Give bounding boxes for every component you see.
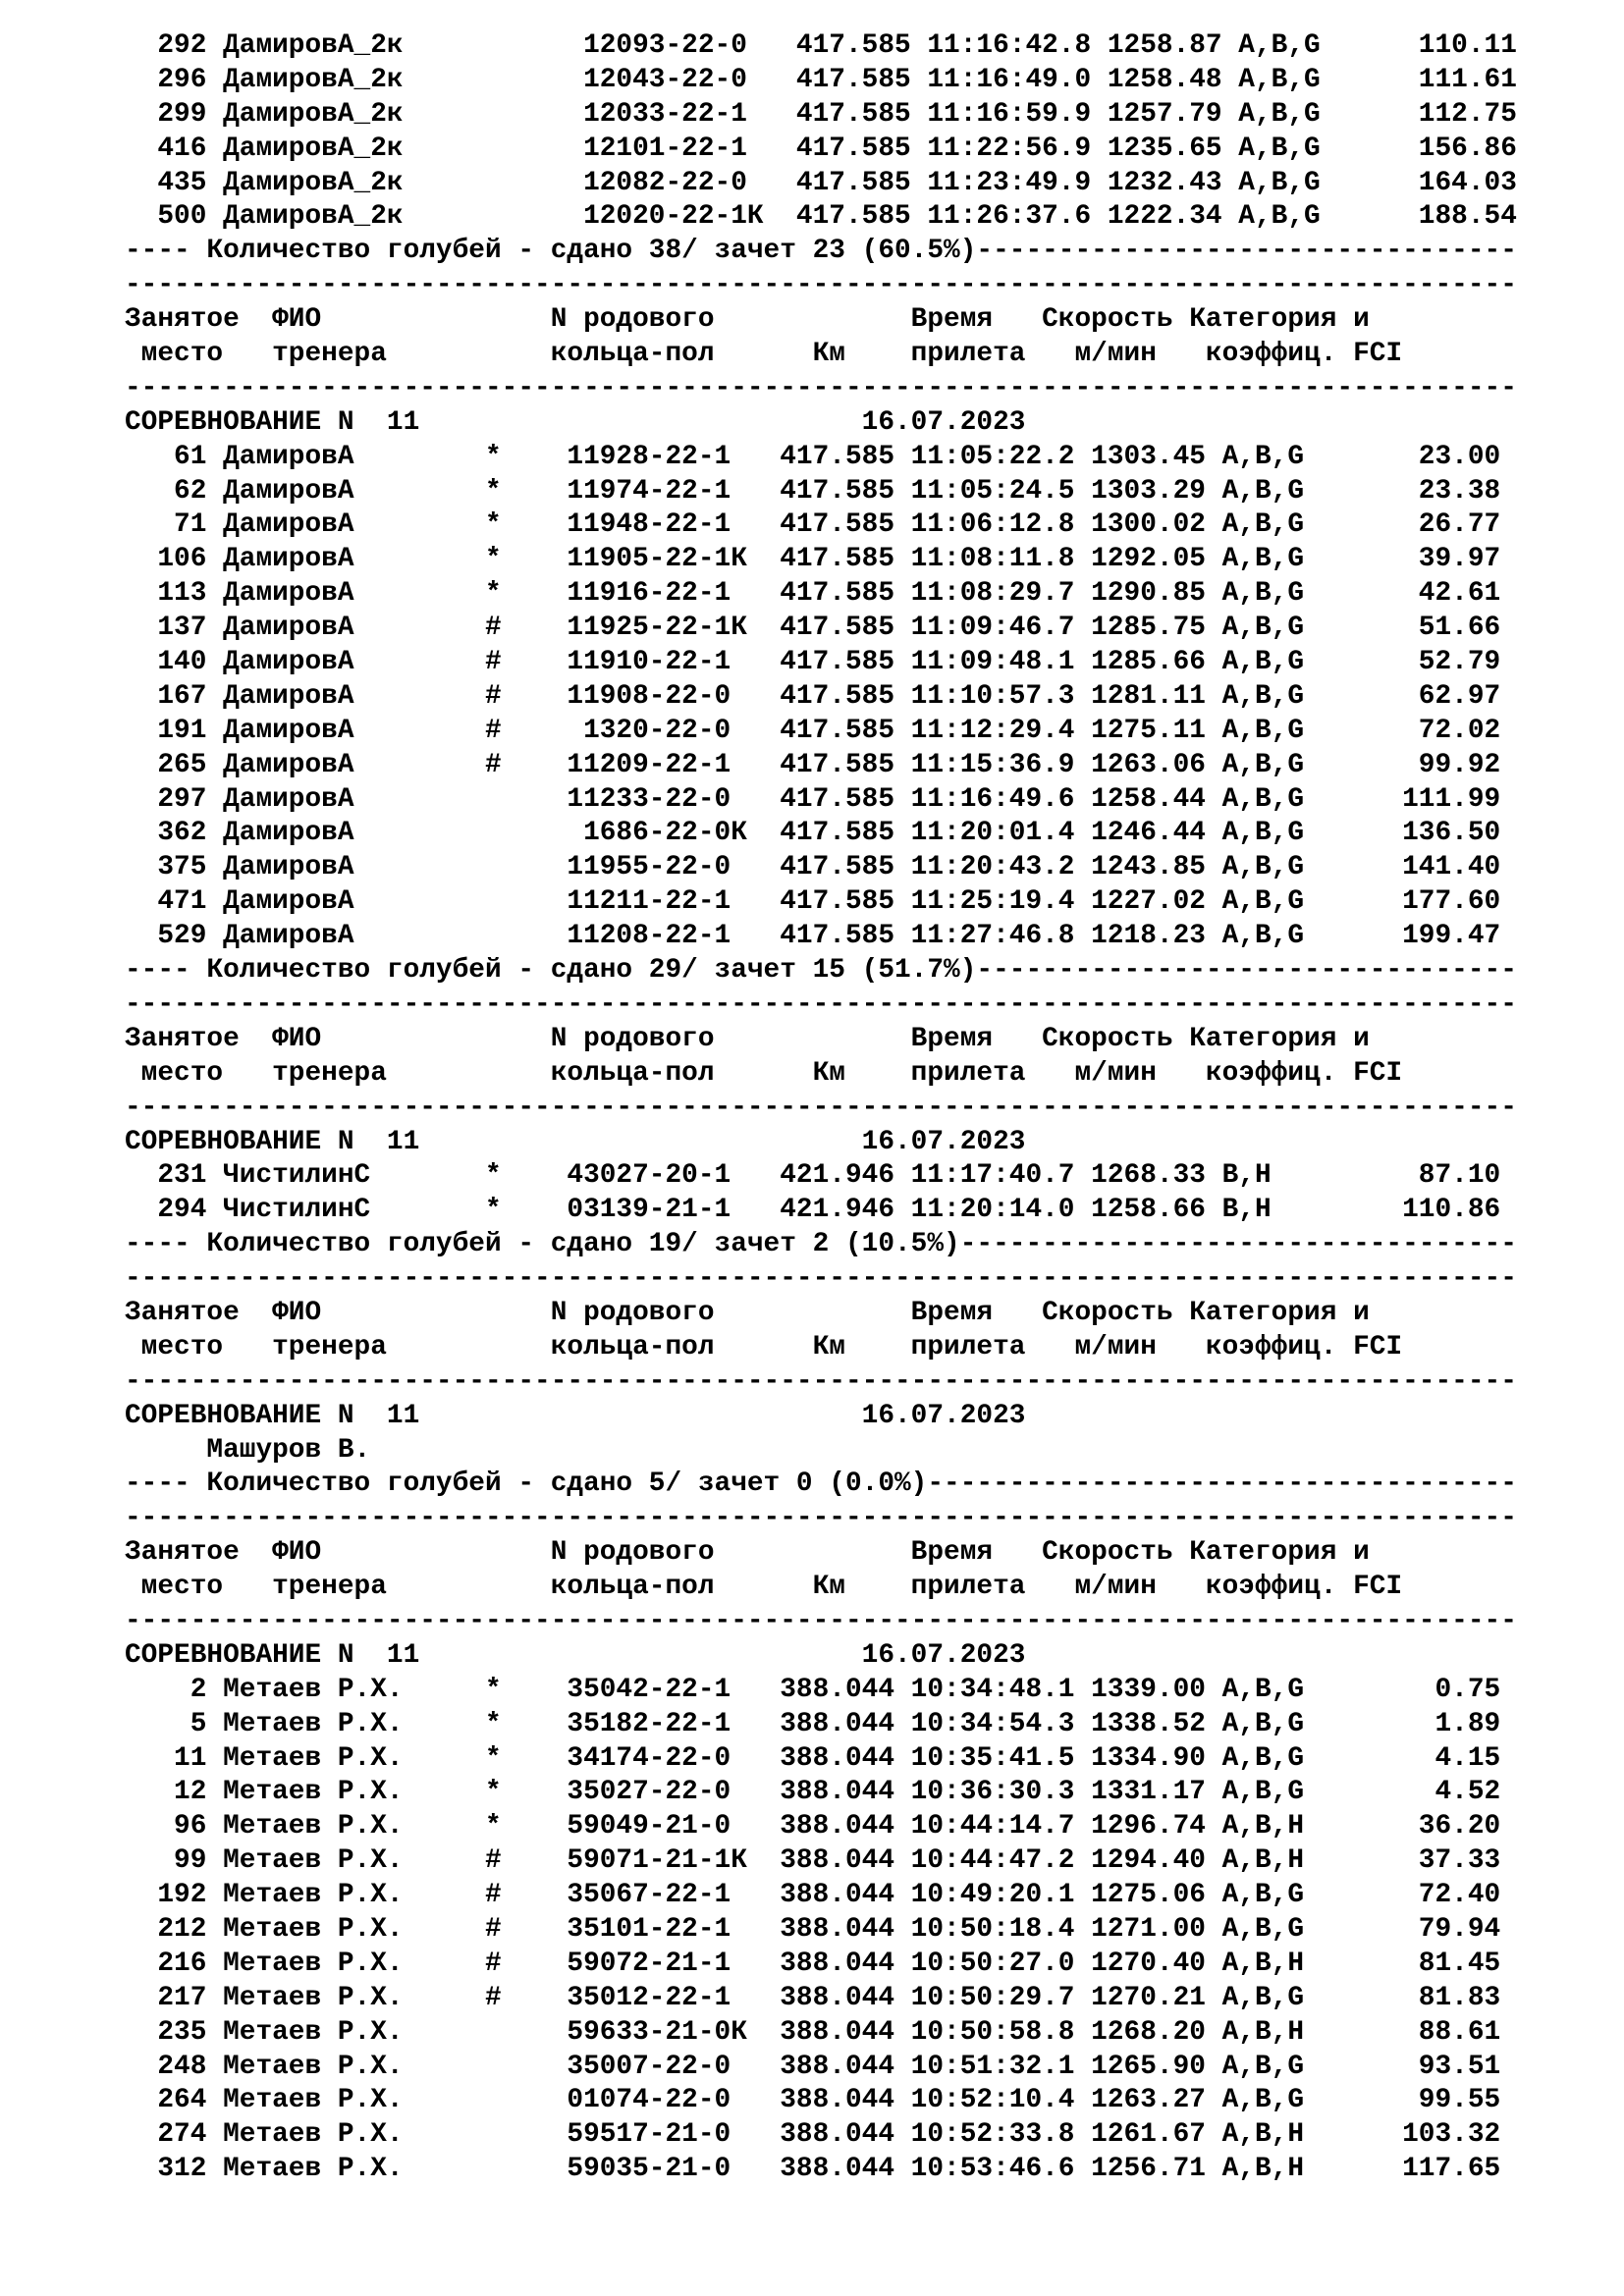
result-row: 375 ДамировА 11955-22-0 417.585 11:20:43.2 1243.85 A,B,G 141.40 bbox=[125, 852, 1501, 883]
result-row: 231 ЧистилинС * 43027-20-1 421.946 11:17:40.7 1268.33 B,H 87.10 bbox=[125, 1160, 1501, 1192]
column-header-line-1: Занятое ФИО N родового Время Скорость Категория и bbox=[125, 1537, 1370, 1569]
result-row: 12 Метаев Р.Х. * 35027-22-0 388.044 10:36:30.3 1331.17 A,B,G 4.52 bbox=[125, 1777, 1501, 1808]
result-row: 5 Метаев Р.Х. * 35182-22-1 388.044 10:34:54.3 1338.52 A,B,G 1.89 bbox=[125, 1708, 1501, 1739]
participant-name-line: Машуров В. bbox=[125, 1434, 371, 1466]
result-row: 299 ДамировА_2к 12033-22-1 417.585 11:16:59.9 1257.79 A,B,G 112.75 bbox=[125, 98, 1517, 130]
result-row: 140 ДамировА # 11910-22-1 417.585 11:09:48.1 1285.66 A,B,G 52.79 bbox=[125, 647, 1501, 678]
column-header-line-2: место тренера кольца-пол Км прилета м/мин коэффиц. FCI bbox=[125, 1057, 1403, 1089]
competition-heading: СОРЕВНОВАНИЕ N 11 16.07.2023 bbox=[125, 406, 1026, 438]
result-row: 274 Метаев Р.Х. 59517-21-0 388.044 10:52:33.8 1261.67 A,B,H 103.32 bbox=[125, 2119, 1501, 2151]
result-row: 11 Метаев Р.Х. * 34174-22-0 388.044 10:35:41.5 1334.90 A,B,G 4.15 bbox=[125, 1742, 1501, 1774]
summary-line: ---- Количество голубей - сдано 19/ зачет 2 (10.5%)---------------------------------- bbox=[125, 1229, 1517, 1260]
column-header-line-1: Занятое ФИО N родового Время Скорость Категория и bbox=[125, 1297, 1370, 1328]
summary-line: ---- Количество голубей - сдано 29/ зачет 15 (51.7%)--------------------------------- bbox=[125, 955, 1517, 987]
result-row: 292 ДамировА_2к 12093-22-0 417.585 11:16:42.8 1258.87 A,B,G 110.11 bbox=[125, 30, 1517, 61]
result-row: 235 Метаев Р.Х. 59633-21-0К 388.044 10:50:58.8 1268.20 A,B,H 88.61 bbox=[125, 2016, 1501, 2048]
divider-line: ------------------------------------------------------------------------------------- bbox=[125, 1263, 1517, 1295]
result-row: 106 ДамировА * 11905-22-1К 417.585 11:08:11.8 1292.05 A,B,G 39.97 bbox=[125, 544, 1501, 575]
summary-line: ---- Количество голубей - сдано 5/ зачет 0 (0.0%)------------------------------------ bbox=[125, 1468, 1517, 1500]
divider-line: ------------------------------------------------------------------------------------- bbox=[125, 1605, 1517, 1636]
result-row: 62 ДамировА * 11974-22-1 417.585 11:05:24.5 1303.29 A,B,G 23.38 bbox=[125, 475, 1501, 507]
divider-line: ------------------------------------------------------------------------------------- bbox=[125, 988, 1517, 1020]
result-row: 294 ЧистилинС * 03139-21-1 421.946 11:20:14.0 1258.66 B,H 110.86 bbox=[125, 1195, 1501, 1226]
result-row: 264 Метаев Р.Х. 01074-22-0 388.044 10:52:10.4 1263.27 A,B,G 99.55 bbox=[125, 2085, 1501, 2116]
result-row: 99 Метаев Р.Х. # 59071-21-1К 388.044 10:44:47.2 1294.40 A,B,H 37.33 bbox=[125, 1845, 1501, 1877]
result-row: 296 ДамировА_2к 12043-22-0 417.585 11:16:49.0 1258.48 A,B,G 111.61 bbox=[125, 64, 1517, 95]
divider-line: ------------------------------------------------------------------------------------- bbox=[125, 372, 1517, 403]
result-row: 471 ДамировА 11211-22-1 417.585 11:25:19.4 1227.02 A,B,G 177.60 bbox=[125, 886, 1501, 918]
divider-line: ------------------------------------------------------------------------------------- bbox=[125, 1503, 1517, 1534]
result-row: 216 Метаев Р.Х. # 59072-21-1 388.044 10:50:27.0 1270.40 A,B,H 81.45 bbox=[125, 1948, 1501, 1979]
result-row: 297 ДамировА 11233-22-0 417.585 11:16:49.6 1258.44 A,B,G 111.99 bbox=[125, 783, 1501, 815]
result-row: 217 Метаев Р.Х. # 35012-22-1 388.044 10:50:29.7 1270.21 A,B,G 81.83 bbox=[125, 1982, 1501, 2013]
result-row: 167 ДамировА # 11908-22-0 417.585 11:10:57.3 1281.11 A,B,G 62.97 bbox=[125, 680, 1501, 712]
result-row: 2 Метаев Р.Х. * 35042-22-1 388.044 10:34:48.1 1339.00 A,B,G 0.75 bbox=[125, 1674, 1501, 1705]
result-row: 192 Метаев Р.Х. # 35067-22-1 388.044 10:49:20.1 1275.06 A,B,G 72.40 bbox=[125, 1880, 1501, 1911]
column-header-line-1: Занятое ФИО N родового Время Скорость Категория и bbox=[125, 1023, 1370, 1054]
column-header-line-2: место тренера кольца-пол Км прилета м/мин коэффиц. FCI bbox=[125, 339, 1403, 370]
competition-heading: СОРЕВНОВАНИЕ N 11 16.07.2023 bbox=[125, 1400, 1026, 1431]
divider-line: ------------------------------------------------------------------------------------- bbox=[125, 270, 1517, 301]
result-row: 435 ДамировА_2к 12082-22-0 417.585 11:23:49.9 1232.43 A,B,G 164.03 bbox=[125, 167, 1517, 198]
result-row: 61 ДамировА * 11928-22-1 417.585 11:05:22.2 1303.45 A,B,G 23.00 bbox=[125, 441, 1501, 472]
result-row: 248 Метаев Р.Х. 35007-22-0 388.044 10:51:32.1 1265.90 A,B,G 93.51 bbox=[125, 2051, 1501, 2082]
column-header-line-2: место тренера кольца-пол Км прилета м/мин коэффиц. FCI bbox=[125, 1331, 1403, 1362]
divider-line: ------------------------------------------------------------------------------------- bbox=[125, 1365, 1517, 1397]
result-row: 191 ДамировА # 1320-22-0 417.585 11:12:29.4 1275.11 A,B,G 72.02 bbox=[125, 715, 1501, 746]
competition-heading: СОРЕВНОВАНИЕ N 11 16.07.2023 bbox=[125, 1639, 1026, 1671]
column-header-line-1: Занятое ФИО N родового Время Скорость Категория и bbox=[125, 304, 1370, 336]
result-row: 500 ДамировА_2к 12020-22-1К 417.585 11:26:37.6 1222.34 A,B,G 188.54 bbox=[125, 201, 1517, 233]
result-row: 137 ДамировА # 11925-22-1К 417.585 11:09:46.7 1285.75 A,B,G 51.66 bbox=[125, 613, 1501, 644]
result-row: 265 ДамировА # 11209-22-1 417.585 11:15:36.9 1263.06 A,B,G 99.92 bbox=[125, 749, 1501, 780]
result-row: 113 ДамировА * 11916-22-1 417.585 11:08:29.7 1290.85 A,B,G 42.61 bbox=[125, 578, 1501, 610]
result-row: 362 ДамировА 1686-22-0К 417.585 11:20:01.4 1246.44 A,B,G 136.50 bbox=[125, 818, 1501, 849]
result-row: 312 Метаев Р.Х. 59035-21-0 388.044 10:53:46.6 1256.71 A,B,H 117.65 bbox=[125, 2154, 1501, 2185]
competition-heading: СОРЕВНОВАНИЕ N 11 16.07.2023 bbox=[125, 1126, 1026, 1157]
result-row: 71 ДамировА * 11948-22-1 417.585 11:06:12.8 1300.02 A,B,G 26.77 bbox=[125, 509, 1501, 541]
divider-line: ------------------------------------------------------------------------------------- bbox=[125, 1092, 1517, 1123]
summary-line: ---- Количество голубей - сдано 38/ зачет 23 (60.5%)--------------------------------- bbox=[125, 236, 1517, 267]
result-row: 96 Метаев Р.Х. * 59049-21-0 388.044 10:44:14.7 1296.74 A,B,H 36.20 bbox=[125, 1811, 1501, 1842]
result-row: 529 ДамировА 11208-22-1 417.585 11:27:46.8 1218.23 A,B,G 199.47 bbox=[125, 921, 1501, 952]
result-row: 416 ДамировА_2к 12101-22-1 417.585 11:22:56.9 1235.65 A,B,G 156.86 bbox=[125, 133, 1517, 164]
column-header-line-2: место тренера кольца-пол Км прилета м/мин коэффиц. FCI bbox=[125, 1572, 1403, 1603]
result-row: 212 Метаев Р.Х. # 35101-22-1 388.044 10:50:18.4 1271.00 A,B,G 79.94 bbox=[125, 1913, 1501, 1945]
